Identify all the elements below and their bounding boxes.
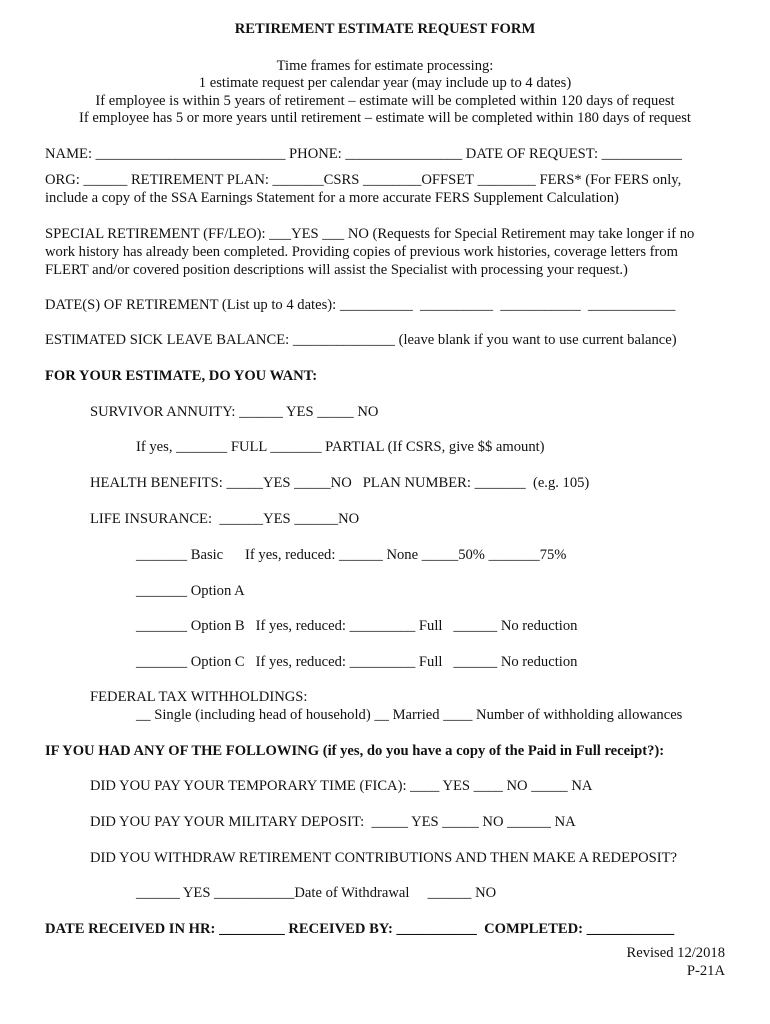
- redeposit-answer-line[interactable]: ______ YES ___________Date of Withdrawal ______ NO: [136, 885, 497, 901]
- retirement-dates-line[interactable]: DATE(S) OF RETIREMENT (List up to 4 dates): __________ __________ ___________ ____________: [45, 297, 676, 313]
- paid-in-full-heading: IF YOU HAD ANY OF THE FOLLOWING (if yes, do you have a copy of the Paid in Full receipt?):: [45, 743, 665, 759]
- special-retirement-line[interactable]: SPECIAL RETIREMENT (FF/LEO): ___YES ___ NO (Requests for Special Retirement may take longer if no: [45, 226, 695, 242]
- timeframes-line-2: If employee is within 5 years of retirement – estimate will be completed within 120 days of request: [95, 93, 675, 109]
- life-option-a-line[interactable]: _______ Option A: [136, 583, 245, 599]
- timeframes-line-1: 1 estimate request per calendar year (may include up to 4 dates): [198, 75, 572, 91]
- form-number: P-21A: [686, 963, 725, 979]
- military-deposit-line[interactable]: DID YOU PAY YOUR MILITARY DEPOSIT: _____ YES _____ NO ______ NA: [90, 814, 576, 830]
- sick-leave-line[interactable]: ESTIMATED SICK LEAVE BALANCE: ______________ (leave blank if you want to use current balance): [45, 332, 677, 348]
- special-retirement-note-2: FLERT and/or covered position descriptions will assist the Specialist with processing your request.): [45, 262, 628, 278]
- redeposit-question: DID YOU WITHDRAW RETIREMENT CONTRIBUTIONS AND THEN MAKE A REDEPOSIT?: [90, 850, 678, 866]
- survivor-if-yes-line[interactable]: If yes, _______ FULL _______ PARTIAL (If CSRS, give $$ amount): [136, 439, 545, 455]
- life-basic-line[interactable]: _______ Basic If yes, reduced: ______ None _____50% _______75%: [136, 547, 567, 563]
- life-option-b-line[interactable]: _______ Option B If yes, reduced: _________ Full ______ No reduction: [136, 618, 578, 634]
- special-retirement-note-1: work history has already been completed. Providing copies of previous work histories, coverage letters from: [45, 244, 679, 260]
- life-option-c-line[interactable]: _______ Option C If yes, reduced: _________ Full ______ No reduction: [136, 654, 578, 670]
- fica-line[interactable]: DID YOU PAY YOUR TEMPORARY TIME (FICA): ____ YES ____ NO _____ NA: [90, 778, 593, 794]
- hr-received-line[interactable]: DATE RECEIVED IN HR: _________ RECEIVED BY: ___________ COMPLETED: ____________: [45, 921, 675, 937]
- name-phone-date-line[interactable]: NAME: __________________________ PHONE: ________________ DATE OF REQUEST: ___________: [45, 146, 682, 162]
- life-insurance-line[interactable]: LIFE INSURANCE: ______YES ______NO: [90, 511, 360, 527]
- tax-withholdings-label: FEDERAL TAX WITHHOLDINGS:: [90, 689, 308, 705]
- estimate-options-heading: FOR YOUR ESTIMATE, DO YOU WANT:: [45, 368, 318, 384]
- form-title: RETIREMENT ESTIMATE REQUEST FORM: [234, 21, 536, 37]
- timeframes-heading: Time frames for estimate processing:: [276, 58, 494, 74]
- tax-withholdings-line[interactable]: __ Single (including head of household) __ Married ____ Number of withholding allowances: [136, 707, 683, 723]
- survivor-annuity-line[interactable]: SURVIVOR ANNUITY: ______ YES _____ NO: [90, 404, 379, 420]
- org-plan-line[interactable]: ORG: ______ RETIREMENT PLAN: _______CSRS ________OFFSET ________ FERS* (For FERS only,: [45, 172, 682, 188]
- health-benefits-line[interactable]: HEALTH BENEFITS: _____YES _____NO PLAN NUMBER: _______ (e.g. 105): [90, 475, 590, 491]
- timeframes-line-3: If employee has 5 or more years until retirement – estimate will be completed within 180 days of request: [79, 110, 691, 126]
- revised-date: Revised 12/2018: [626, 945, 725, 961]
- org-plan-note: include a copy of the SSA Earnings Statement for a more accurate FERS Supplement Calculation): [45, 190, 619, 206]
